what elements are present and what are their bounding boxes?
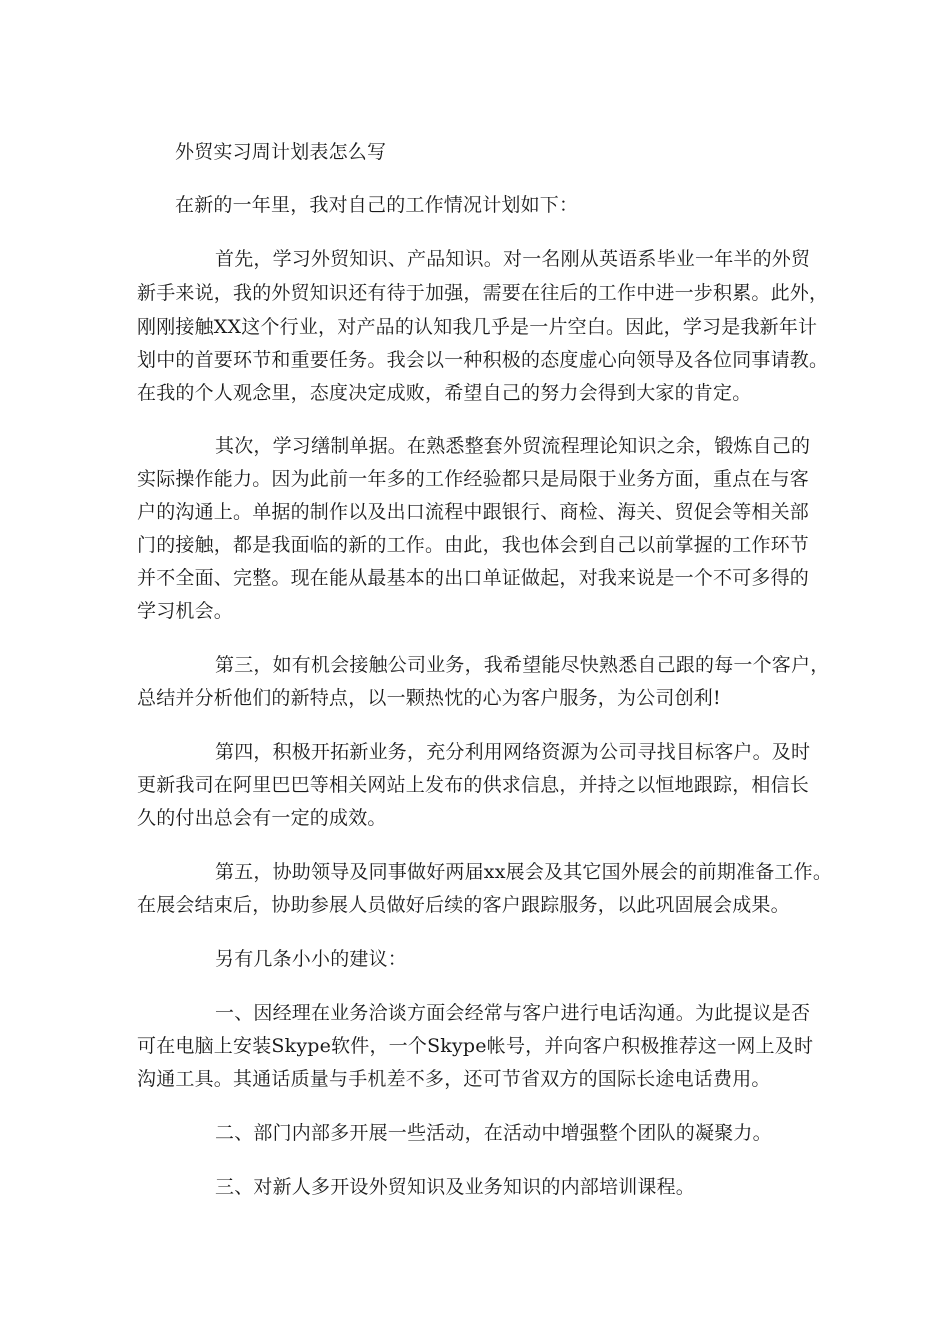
paragraph-line: 新手来说，我的外贸知识还有待于加强，需要在往后的工作中进一步积累。此外， — [137, 282, 829, 304]
paragraph-line: 第三，如有机会接触公司业务，我希望能尽快熟悉自己跟的每一个客户， — [215, 654, 830, 676]
paragraph-line: 在展会结束后，协助参展人员做好后续的客户跟踪服务，以此巩固展会成果。 — [137, 894, 790, 916]
paragraph-line: 户的沟通上。单据的制作以及出口流程中跟银行、商检、海关、贸促会等相关部 — [137, 501, 810, 523]
suggestion-line: 可在电脑上安装Skype软件，一个Skype帐号，并向客户积极推荐这一网上及时 — [137, 1035, 814, 1057]
document-title: 外贸实习周计划表怎么写 — [175, 141, 387, 163]
suggestion-line: 二、部门内部多开展一些活动，在活动中增强整个团队的凝聚力。 — [215, 1122, 772, 1144]
paragraph-line: 在我的个人观念里，态度决定成败，希望自己的努力会得到大家的肯定。 — [137, 382, 752, 404]
suggestion-line: 三、对新人多开设外贸知识及业务知识的内部培训课程。 — [215, 1176, 696, 1198]
intro-line: 在新的一年里，我对自己的工作情况计划如下： — [175, 194, 579, 216]
paragraph-line: 刚刚接触XX这个行业，对产品的认知我几乎是一片空白。因此，学习是我新年计 — [137, 316, 818, 338]
paragraph-line: 首先，学习外贸知识、产品知识。对一名刚从英语系毕业一年半的外贸 — [215, 248, 811, 270]
paragraph-line: 其次，学习缮制单据。在熟悉整套外贸流程理论知识之余，锻炼自己的 — [215, 435, 811, 457]
paragraph-line: 久的付出总会有一定的成效。 — [137, 807, 387, 829]
suggestion-line: 沟通工具。其通话质量与手机差不多，还可节省双方的国际长途电话费用。 — [137, 1068, 771, 1090]
paragraph-line: 第四，积极开拓新业务，充分利用网络资源为公司寻找目标客户。及时 — [215, 741, 811, 763]
paragraph-line: 学习机会。 — [137, 600, 234, 622]
suggestion-line: 一、因经理在业务洽谈方面会经常与客户进行电话沟通。为此提议是否 — [215, 1002, 811, 1024]
suggestions-heading: 另有几条小小的建议： — [215, 948, 408, 970]
paragraph-line: 并不全面、完整。现在能从最基本的出口单证做起，对我来说是一个不可多得的 — [137, 567, 810, 589]
paragraph-line: 实际操作能力。因为此前一年多的工作经验都只是局限于业务方面，重点在与客 — [137, 468, 810, 490]
paragraph-line: 更新我司在阿里巴巴等相关网站上发布的供求信息，并持之以恒地跟踪，相信长 — [137, 774, 810, 796]
paragraph-line: 门的接触，都是我面临的新的工作。由此，我也体会到自己以前掌握的工作环节 — [137, 534, 810, 556]
paragraph-line: 第五，协助领导及同事做好两届xx展会及其它国外展会的前期准备工作。 — [215, 861, 833, 883]
paragraph-line: 划中的首要环节和重要任务。我会以一种积极的态度虚心向领导及各位同事请教。 — [137, 349, 829, 371]
paragraph-line: 总结并分析他们的新特点，以一颗热忱的心为客户服务，为公司创利! — [137, 687, 721, 709]
